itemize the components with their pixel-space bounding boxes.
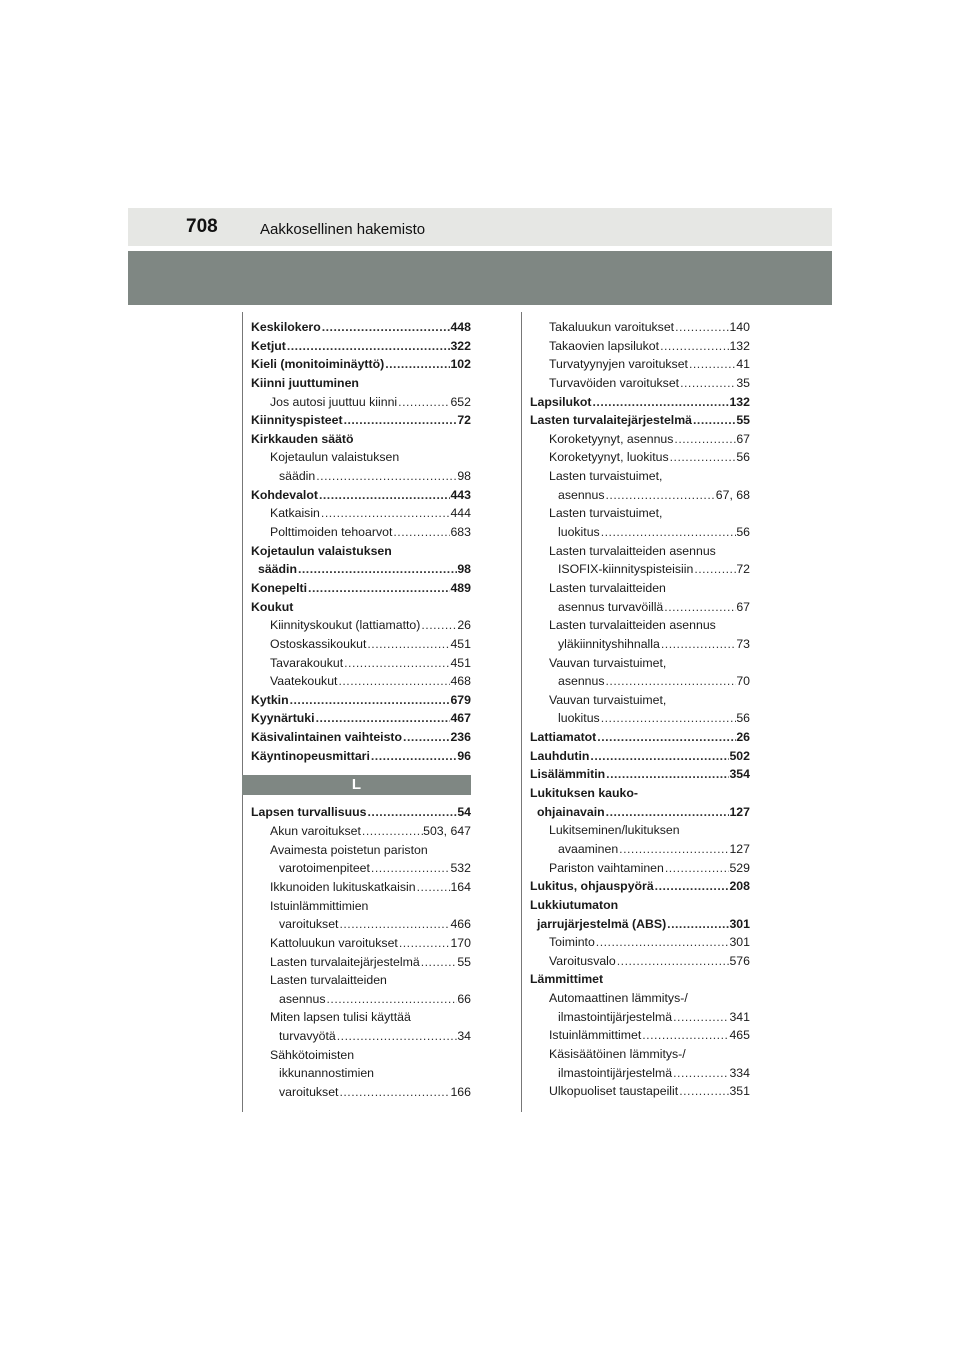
index-entry: [251, 728, 471, 747]
dot-leader: [384, 355, 450, 374]
dot-leader: [366, 635, 450, 654]
entry-term: Turvavöiden varoitukset: [549, 375, 680, 390]
dot-leader: [392, 523, 450, 542]
index-entry: [251, 598, 471, 617]
entry-page-number[interactable]: 26: [457, 618, 471, 633]
entry-page-number[interactable]: 26: [736, 730, 750, 745]
entry-term: Tavarakoukut: [270, 655, 344, 670]
index-entry: [530, 318, 750, 337]
dot-leader: [361, 822, 423, 841]
entry-page-number[interactable]: 98: [457, 469, 471, 484]
dot-leader: [343, 654, 450, 673]
entry-page-number[interactable]: 56: [736, 525, 750, 540]
entry-term: Istuinlämmittimet: [549, 1028, 642, 1043]
column-rule-left: [242, 312, 243, 1112]
entry-term: asennus: [558, 487, 605, 502]
entry-term: asennus: [279, 991, 326, 1006]
entry-page-number[interactable]: 140: [729, 320, 750, 334]
entry-page-number[interactable]: 127: [729, 804, 750, 819]
index-list-l-left: [251, 803, 471, 1101]
entry-page-number[interactable]: 679: [450, 692, 471, 707]
dot-leader: [672, 1008, 729, 1027]
index-entry: [251, 1083, 471, 1102]
entry-term: asennus: [558, 674, 605, 689]
entry-term: Kieli (monitoiminäyttö): [251, 357, 385, 372]
entry-page-number[interactable]: 444: [450, 506, 471, 521]
entry-term: Pariston vaihtaminen: [549, 860, 664, 875]
dot-leader: [600, 523, 737, 542]
entry-term: varoitukset: [279, 1084, 339, 1099]
entry-term: Kyynärtuki: [251, 711, 315, 726]
index-entry: [530, 933, 750, 952]
entry-page-number[interactable]: 164: [450, 879, 471, 894]
entry-term: turvavyötä: [279, 1029, 336, 1044]
index-entry: [251, 467, 471, 486]
index-column-right: [530, 318, 750, 1101]
entry-term: Akun varoitukset: [270, 824, 361, 839]
index-entry: [530, 542, 750, 561]
index-list-l-right: [530, 318, 750, 1101]
entry-page-number[interactable]: 334: [729, 1065, 750, 1080]
dot-leader: [315, 467, 457, 486]
entry-page-number[interactable]: 70: [736, 674, 750, 689]
index-entry: [530, 430, 750, 449]
entry-term: Vauvan turvaistuimet,: [549, 692, 667, 707]
entry-term: Kojetaulun valaistuksen: [270, 450, 400, 465]
entry-page-number[interactable]: 301: [729, 916, 750, 931]
entry-page-number[interactable]: 351: [729, 1084, 750, 1099]
index-entry: [530, 896, 750, 915]
entry-term: Lukkiutumaton: [530, 897, 619, 912]
entry-page-number[interactable]: 72: [457, 413, 471, 428]
entry-term: Istuinlämmittimien: [270, 898, 369, 913]
entry-page-number[interactable]: 56: [736, 711, 750, 726]
index-entry: [251, 430, 471, 449]
index-entry: [530, 765, 750, 784]
entry-page-number[interactable]: 55: [457, 954, 471, 969]
entry-page-number[interactable]: 73: [736, 636, 750, 651]
dot-leader: [618, 840, 729, 859]
index-entry: [530, 803, 750, 822]
dot-leader: [402, 728, 450, 747]
entry-term: Lasten turvalaitejärjestelmä: [270, 954, 420, 969]
index-entry: [530, 747, 750, 766]
dot-leader: [420, 953, 458, 972]
index-entry: [251, 672, 471, 691]
entry-term: Lasten turvaistuimet,: [549, 469, 663, 484]
dot-leader: [320, 504, 451, 523]
index-entry: [530, 709, 750, 728]
dot-leader: [289, 691, 451, 710]
index-entry: [251, 934, 471, 953]
dot-leader: [420, 616, 457, 635]
index-entry: [530, 840, 750, 859]
entry-term: säädin: [258, 562, 297, 577]
dot-leader: [343, 411, 458, 430]
index-entry: [530, 915, 750, 934]
dot-leader: [297, 560, 457, 579]
index-entry: [251, 504, 471, 523]
entry-page-number[interactable]: 67: [736, 431, 750, 446]
dot-leader: [592, 393, 730, 412]
entry-term: Toiminto: [549, 935, 595, 950]
index-entry: [530, 1008, 750, 1027]
entry-page-number[interactable]: 102: [450, 357, 471, 372]
entry-page-number[interactable]: 341: [729, 1009, 750, 1024]
entry-page-number[interactable]: 56: [736, 450, 750, 465]
dot-leader: [679, 374, 736, 393]
entry-page-number[interactable]: 132: [729, 394, 750, 409]
entry-page-number[interactable]: 532: [450, 861, 471, 876]
entry-term: Kirkkauden säätö: [251, 431, 354, 446]
entry-term: avaaminen: [558, 841, 619, 856]
index-entry: [530, 598, 750, 617]
index-entry: [530, 877, 750, 896]
entry-term: Lukitus, ohjauspyörä: [530, 879, 654, 894]
dot-leader: [672, 1064, 729, 1083]
entry-page-number[interactable]: 166: [450, 1084, 471, 1099]
index-entry: [251, 411, 471, 430]
index-entry: [530, 504, 750, 523]
index-entry: [530, 337, 750, 356]
index-entry: [251, 971, 471, 990]
index-entry: [251, 616, 471, 635]
dot-leader: [664, 859, 730, 878]
entry-term: Kytkin: [251, 692, 289, 707]
entry-term: Kiinni juuttuminen: [251, 375, 359, 390]
entry-term: säädin: [279, 469, 316, 484]
entry-page-number[interactable]: 576: [729, 953, 750, 968]
entry-term: Käyntinopeusmittari: [251, 748, 370, 763]
dot-leader: [397, 393, 450, 412]
entry-page-number[interactable]: 72: [736, 562, 750, 577]
index-entry: [530, 691, 750, 710]
dot-leader: [605, 765, 729, 784]
index-entry: [530, 970, 750, 989]
entry-term: Kojetaulun valaistuksen: [251, 543, 392, 558]
dot-leader: [692, 411, 736, 430]
index-entry: [530, 560, 750, 579]
entry-term: yläkiinnityshihnalla: [558, 636, 660, 651]
index-entry: [251, 747, 471, 766]
index-entry: [251, 990, 471, 1009]
entry-term: Käsivalintainen vaihteisto: [251, 730, 403, 745]
index-entry: [530, 859, 750, 878]
index-entry: [251, 1064, 471, 1083]
index-entry: [530, 1082, 750, 1101]
index-entry: [251, 337, 471, 356]
entry-page-number[interactable]: 529: [729, 860, 750, 875]
entry-page-number[interactable]: 448: [450, 320, 471, 334]
entry-page-number[interactable]: 66: [457, 991, 471, 1006]
index-entry: [251, 841, 471, 860]
index-entry: [530, 374, 750, 393]
index-entry: [530, 579, 750, 598]
entry-page-number[interactable]: 652: [450, 394, 471, 409]
entry-term: Lapsilukot: [530, 394, 592, 409]
entry-term: Lasten turvalaitteiden asennus: [549, 543, 716, 558]
entry-page-number[interactable]: 34: [457, 1029, 471, 1044]
entry-page-number[interactable]: 466: [450, 917, 471, 932]
entry-page-number[interactable]: 465: [729, 1028, 750, 1043]
dot-leader: [596, 728, 736, 747]
entry-term: ISOFIX-kiinnityspisteisiin: [558, 562, 694, 577]
entry-page-number[interactable]: 35: [736, 375, 750, 390]
entry-term: Lämmittimet: [530, 972, 604, 987]
entry-term: Kiinnityspisteet: [251, 413, 343, 428]
index-entry: [530, 393, 750, 412]
index-entry: [530, 411, 750, 430]
index-entry: [530, 1064, 750, 1083]
entry-page-number[interactable]: 354: [729, 767, 750, 782]
index-entry: [251, 448, 471, 467]
entry-page-number[interactable]: 683: [450, 525, 471, 540]
index-entry: [251, 803, 471, 822]
index-entry: [530, 654, 750, 673]
entry-page-number[interactable]: 170: [450, 935, 471, 950]
section-title: Aakkosellinen hakemisto: [260, 221, 426, 238]
entry-term: luokitus: [558, 711, 600, 726]
entry-page-number[interactable]: 41: [736, 357, 750, 372]
dot-leader: [673, 430, 736, 449]
index-entry: [530, 635, 750, 654]
dot-leader: [589, 747, 729, 766]
dot-leader: [370, 859, 451, 878]
index-entry: [530, 728, 750, 747]
index-entry: [251, 859, 471, 878]
dot-leader: [688, 355, 736, 374]
entry-page-number[interactable]: 467: [450, 711, 471, 726]
index-entry: [251, 1008, 471, 1027]
dot-leader: [370, 747, 457, 766]
index-entry: [251, 393, 471, 412]
entry-term: Takaovien lapsilukot: [549, 338, 660, 353]
index-entry: [530, 355, 750, 374]
index-entry: [251, 523, 471, 542]
dot-leader: [605, 672, 737, 691]
entry-term: Vauvan turvaistuimet,: [549, 655, 667, 670]
entry-term: Ikkunoiden lukituskatkaisin: [270, 879, 416, 894]
index-entry: [530, 467, 750, 486]
entry-page-number[interactable]: 67: [736, 599, 750, 614]
entry-term: Lasten turvalaitteiden: [270, 973, 387, 988]
index-entry: [530, 523, 750, 542]
dot-leader: [654, 877, 730, 896]
page-number: 708: [186, 216, 218, 237]
entry-term: Miten lapsen tulisi käyttää: [270, 1010, 411, 1025]
dot-leader: [660, 635, 736, 654]
index-entry: [251, 953, 471, 972]
entry-page-number[interactable]: 503, 647: [423, 824, 471, 839]
entry-term: Lasten turvalaitteiden asennus: [549, 618, 716, 633]
dot-leader: [669, 448, 737, 467]
entry-page-number[interactable]: 502: [729, 748, 750, 763]
entry-term: Avaimesta poistetun pariston: [270, 842, 428, 857]
entry-term: Varoitusvalo: [549, 953, 616, 968]
index-entry: [530, 616, 750, 635]
entry-term: Lukituksen kauko-: [530, 786, 638, 801]
dot-leader: [674, 318, 729, 337]
section-letter-band: L: [242, 775, 471, 795]
entry-term: Kattoluukun varoitukset: [270, 935, 398, 950]
entry-term: Sähkötoimisten: [270, 1047, 355, 1062]
entry-term: ilmastointijärjestelmä: [558, 1009, 673, 1024]
entry-term: ohjainavain: [537, 804, 605, 819]
entry-term: Turvatyynyjen varoitukset: [549, 357, 688, 372]
dot-leader: [315, 709, 451, 728]
index-entry: [530, 672, 750, 691]
entry-term: Vaatekoukut: [270, 674, 338, 689]
entry-term: Polttimoiden tehoarvot: [270, 525, 393, 540]
index-list-k: [251, 318, 471, 765]
dot-leader: [326, 990, 458, 1009]
index-entry: [251, 635, 471, 654]
entry-term: varotoimenpiteet: [279, 861, 370, 876]
index-entry: [251, 1046, 471, 1065]
entry-term: Kohdevalot: [251, 487, 318, 502]
entry-page-number[interactable]: 443: [450, 487, 471, 502]
entry-term: Kiinnityskoukut (lattiamatto): [270, 618, 421, 633]
column-rule-middle: [521, 312, 522, 1112]
dot-leader: [416, 878, 451, 897]
entry-term: Lukitseminen/lukituksen: [549, 823, 680, 838]
index-entry: [251, 709, 471, 728]
entry-term: Ulkopuoliset taustapeilit: [549, 1084, 679, 1099]
index-column-left: [251, 318, 471, 1102]
entry-term: Keskilokero: [251, 320, 321, 334]
dot-leader: [338, 1083, 450, 1102]
dot-leader: [367, 803, 458, 822]
dot-leader: [641, 1026, 729, 1045]
index-entry: [530, 952, 750, 971]
dot-leader: [307, 579, 450, 598]
dot-leader: [605, 486, 716, 505]
dot-leader: [337, 672, 450, 691]
index-entry: [251, 374, 471, 393]
entry-page-number[interactable]: 236: [450, 730, 471, 745]
entry-term: Katkaisin: [270, 506, 320, 521]
entry-page-number[interactable]: 96: [457, 748, 471, 763]
entry-term: Lattiamatot: [530, 730, 597, 745]
entry-page-number[interactable]: 489: [450, 580, 471, 595]
chapter-band: [128, 251, 832, 305]
entry-term: ikkunannostimien: [279, 1066, 375, 1081]
dot-leader: [600, 709, 737, 728]
index-entry: [251, 1027, 471, 1046]
index-entry: [251, 486, 471, 505]
entry-term: Ostoskassikoukut: [270, 636, 367, 651]
entry-page-number[interactable]: 451: [450, 655, 471, 670]
dot-leader: [605, 803, 730, 822]
index-entry: [251, 915, 471, 934]
entry-term: jarrujärjestelmä (ABS): [537, 916, 667, 931]
entry-page-number[interactable]: 54: [457, 805, 471, 820]
entry-term: Koroketyynyt, asennus: [549, 431, 674, 446]
dot-leader: [616, 952, 730, 971]
entry-page-number[interactable]: 468: [450, 674, 471, 689]
entry-term: asennus turvavöillä: [558, 599, 664, 614]
entry-page-number[interactable]: 127: [729, 841, 750, 856]
index-entry: [251, 878, 471, 897]
dot-leader: [666, 915, 729, 934]
dot-leader: [318, 486, 451, 505]
index-entry: [251, 355, 471, 374]
index-entry: [251, 560, 471, 579]
entry-page-number[interactable]: 322: [450, 338, 471, 353]
entry-term: ilmastointijärjestelmä: [558, 1065, 673, 1080]
entry-page-number[interactable]: 98: [457, 562, 471, 577]
dot-leader: [338, 915, 450, 934]
index-entry: [251, 822, 471, 841]
entry-term: Lisälämmitin: [530, 767, 606, 782]
dot-leader: [659, 337, 729, 356]
dot-leader: [398, 934, 451, 953]
header-band: [128, 208, 832, 246]
entry-term: Takaluukun varoitukset: [549, 320, 675, 334]
index-entry: [251, 318, 471, 337]
dot-leader: [286, 337, 451, 356]
entry-term: Lasten turvalaitejärjestelmä: [530, 413, 692, 428]
index-entry: [251, 542, 471, 561]
entry-term: Lasten turvalaitteiden: [549, 580, 666, 595]
dot-leader: [663, 598, 736, 617]
dot-leader: [595, 933, 730, 952]
entry-term: varoitukset: [279, 917, 339, 932]
entry-term: Jos autosi juuttuu kiinni: [270, 394, 398, 409]
entry-page-number[interactable]: 132: [729, 338, 750, 353]
dot-leader: [336, 1027, 458, 1046]
entry-term: Lapsen turvallisuus: [251, 805, 367, 820]
entry-term: Lauhdutin: [530, 748, 590, 763]
index-entry: [251, 579, 471, 598]
entry-page-number[interactable]: 451: [450, 636, 471, 651]
index-entry: [530, 448, 750, 467]
entry-page-number[interactable]: 208: [729, 879, 750, 894]
entry-term: Koroketyynyt, luokitus: [549, 450, 669, 465]
index-entry: [251, 654, 471, 673]
index-entry: [530, 1026, 750, 1045]
entry-term: Käsisäätöinen lämmitys-/: [549, 1046, 686, 1061]
entry-term: Lasten turvaistuimet,: [549, 506, 663, 521]
index-entry: [530, 989, 750, 1008]
entry-term: Automaattinen lämmitys-/: [549, 991, 688, 1006]
index-entry: [530, 1045, 750, 1064]
dot-leader: [693, 560, 736, 579]
entry-term: Ketjut: [251, 338, 286, 353]
entry-term: luokitus: [558, 525, 600, 540]
entry-term: Koukut: [251, 599, 294, 614]
entry-term: Konepelti: [251, 580, 308, 595]
index-entry: [530, 821, 750, 840]
entry-page-number[interactable]: 301: [729, 935, 750, 950]
dot-leader: [678, 1082, 729, 1101]
index-entry: [251, 897, 471, 916]
entry-page-number[interactable]: 55: [736, 413, 750, 428]
index-entry: [530, 486, 750, 505]
entry-page-number[interactable]: 67, 68: [715, 487, 750, 502]
index-entry: [530, 784, 750, 803]
dot-leader: [321, 318, 451, 337]
index-entry: [251, 691, 471, 710]
